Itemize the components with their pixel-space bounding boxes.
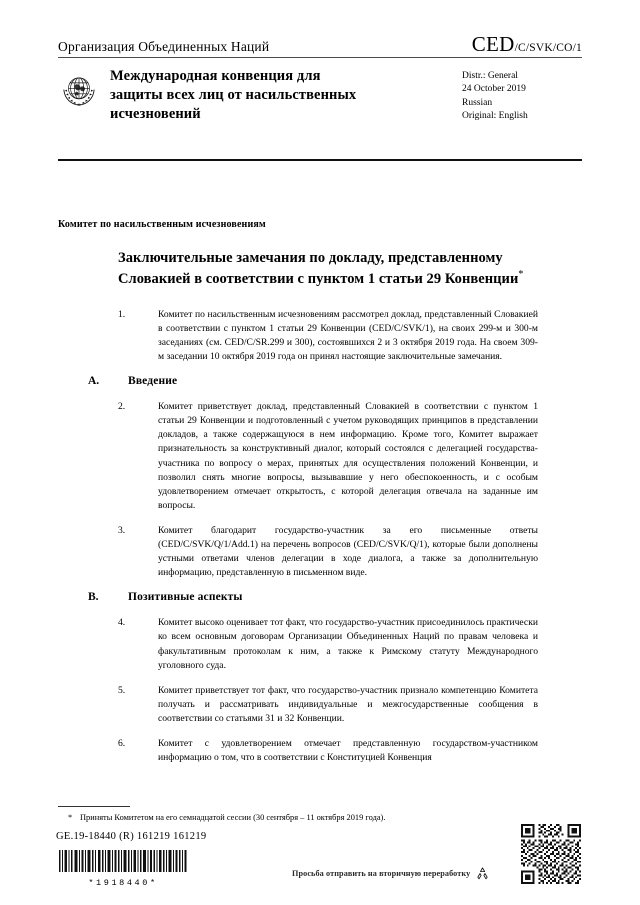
paragraph-text: Комитет приветствует доклад, представленный Словакией в соответствии с пунктом 1 статьи 29 Конвенции и подготовленный с учетом руководящих принципов в представлении докладов, а также содержащуюся в нем информацию. Кроме того, Комитет выражает признательность за конструктивный диалог, который состоялся с делегацией государства-участника по вопросу о мерах, принятых для осуществления положений Конвенции, и позволил снять многие вопросы, вызывавшие у него обеспокоенность, и с особым удовлетворением отмечает открытость, с которой делегация отвечала на заданные им вопросы. <box>158 401 538 511</box>
organization-name: Организация Объединенных Наций <box>58 39 270 55</box>
title-footnote-marker: * <box>518 269 524 280</box>
convention-title: Международная конвенция для защиты всех лиц от насильственных исчезновений <box>110 68 357 123</box>
barcode-icon <box>58 850 188 872</box>
section-title: Введение <box>128 375 178 388</box>
paragraph-3 <box>118 524 538 580</box>
paragraph-1 <box>118 308 538 364</box>
job-number: GE.19-18440 (R) 161219 161219 <box>56 831 207 842</box>
recycle-icon <box>475 866 490 881</box>
masthead-top-row <box>58 34 582 57</box>
paragraph-number: 2. <box>118 401 126 413</box>
barcode-block <box>58 850 188 888</box>
un-emblem-icon <box>58 69 100 111</box>
document-symbol-suffix: /C/SVK/CO/1 <box>514 42 582 54</box>
distr-date: 24 October 2019 <box>462 84 526 95</box>
paragraph-6 <box>118 737 538 765</box>
paragraph-number: 1. <box>118 308 126 320</box>
footnote-separator <box>58 806 130 807</box>
qr-code-icon <box>519 822 583 886</box>
convention-title-group <box>58 67 360 124</box>
section-heading-a <box>88 375 538 388</box>
masthead-bottom-rule <box>58 159 582 161</box>
distr-original: Original: English <box>462 111 528 122</box>
paragraph-text: Комитет с удовлетворением отмечает представленную государством-участником информацию о том, что в соответствии с Конституцией Конвенция <box>158 737 538 764</box>
distr-language: Russian <box>462 97 493 108</box>
document-symbol <box>472 34 582 55</box>
paragraph-text: Комитет по насильственным исчезновениям рассмотрел доклад, представленный Словакией в соответствии с пунктом 1 статьи 29 Конвенции (CED/C/SVK/1), на своих 299-м и 300-м заседаниях (см. CED/C/SR.299 и 300), состоявшихся 2 и 3 октября 2019 года. На своем 309-м заседании 10 октября 2019 года он принял настоящие заключительные замечания. <box>158 308 538 363</box>
recycle-notice <box>292 866 490 881</box>
footnote <box>58 812 538 824</box>
distr-general: Distr.: General <box>462 71 518 81</box>
paragraph-text: Комитет высоко оценивает тот факт, что государство-участник присоединилось практически ко всем основным договорам Организации Объединенных Наций по правам человека и факультативным протоколам к ним, а также к Римскому статуту Международного уголовного суда. <box>158 617 538 671</box>
paragraph-number: 3. <box>118 524 126 536</box>
footnote-area <box>58 806 538 824</box>
paragraph-5 <box>118 684 538 726</box>
barcode-number: *1918440* <box>88 878 158 888</box>
page-title-text: Заключительные замечания по докладу, представленному Словакией в соответствии с пунктом 1 статьи 29 Конвенции <box>118 250 519 287</box>
page-title <box>118 248 538 289</box>
paragraph-number: 6. <box>118 737 126 749</box>
masthead <box>58 34 582 161</box>
footnote-text: Приняты Комитетом на его семнадцатой сессии (30 сентября – 11 октября 2019 года). <box>80 813 386 822</box>
section-letter: B. <box>88 591 99 604</box>
document-body <box>88 248 538 776</box>
footnote-marker: * <box>68 813 73 822</box>
recycle-text: Просьба отправить на вторичную переработку <box>292 869 471 878</box>
section-letter: A. <box>88 375 100 388</box>
paragraph-number: 5. <box>118 684 126 696</box>
paragraph-2 <box>118 400 538 513</box>
distribution-block <box>462 70 582 124</box>
paragraph-4 <box>118 616 538 672</box>
masthead-main-row <box>58 58 582 129</box>
paragraph-text: Комитет приветствует тот факт, что государство-участник признало компетенцию Комитета получать и рассматривать индивидуальные и межгосударственные сообщения в соответствии со статьями 31 и 32 Конвенции. <box>158 684 538 724</box>
paragraph-text: Комитет благодарит государство-участник за его письменные ответы (CED/C/SVK/Q/1/Add.1) на перечень вопросов (CED/C/SVK/Q/1), которые были дополнены устными ответами членов делегации в ходе диалога, а также за дополнительную информацию, представленную в письменном виде. <box>158 524 538 579</box>
document-symbol-prefix: CED <box>471 32 515 56</box>
section-heading-b <box>88 591 538 604</box>
section-title: Позитивные аспекты <box>128 591 243 604</box>
paragraph-number: 4. <box>118 617 126 629</box>
committee-name: Комитет по насильственным исчезновениям <box>58 219 266 230</box>
